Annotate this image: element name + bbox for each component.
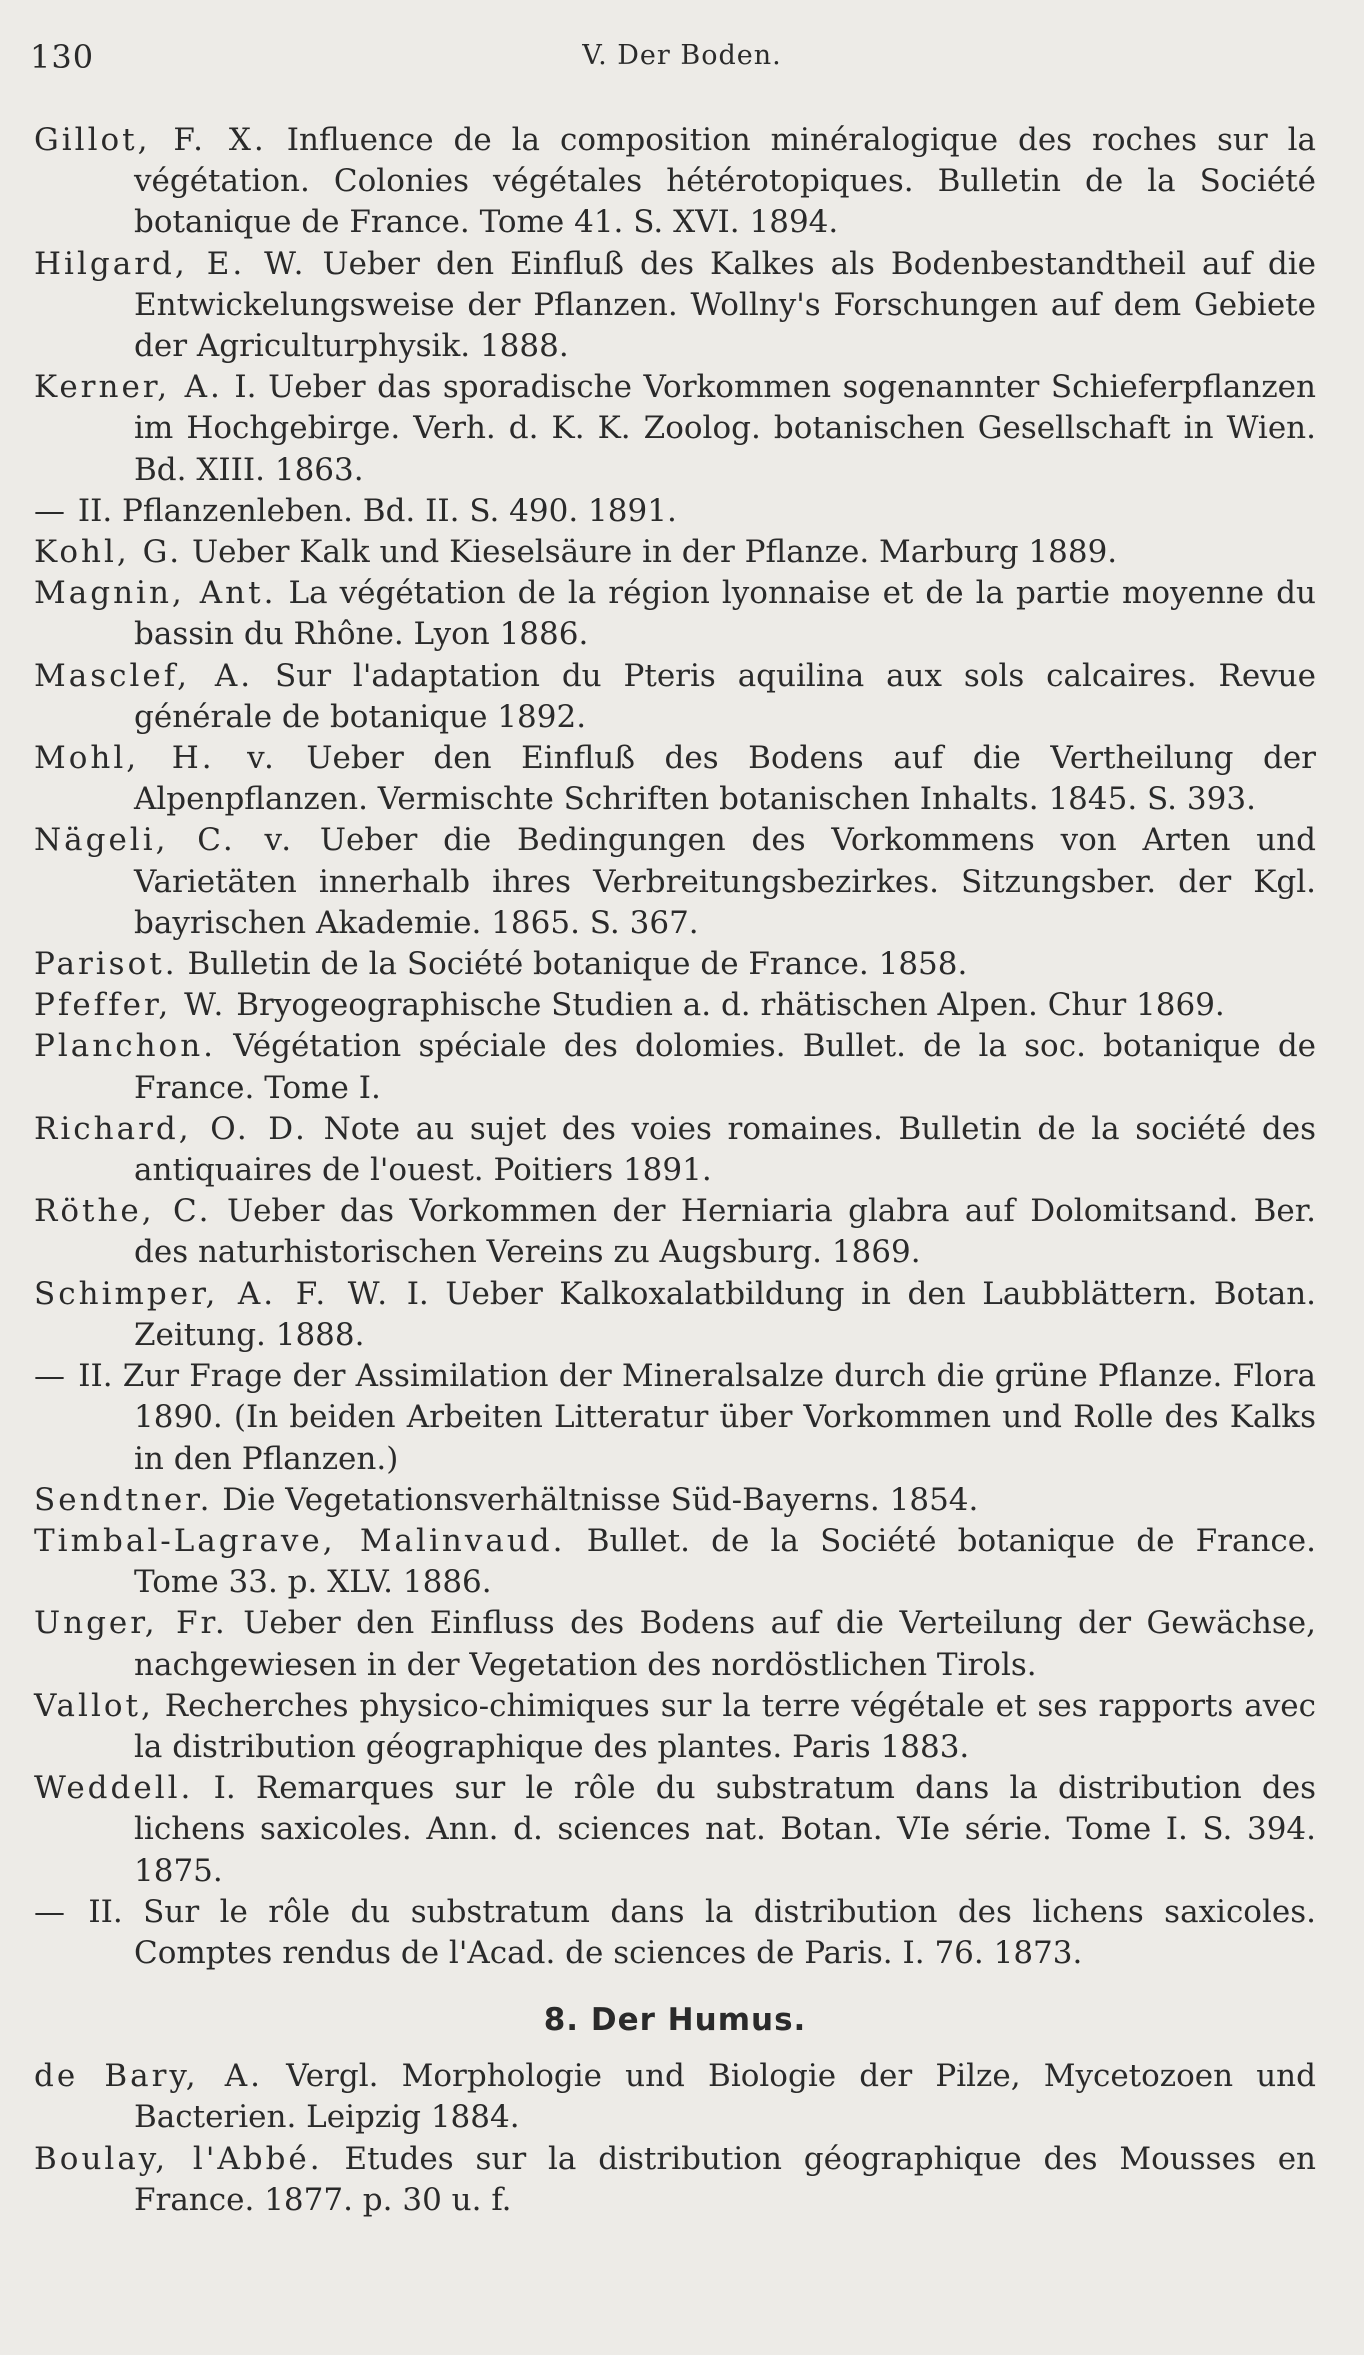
reference-entry xyxy=(34,1521,1316,1603)
reference-entry xyxy=(34,573,1316,655)
reference-author: Pfeffer, W. xyxy=(34,987,227,1024)
bibliography xyxy=(34,120,1316,2221)
running-head: V. Der Boden. xyxy=(582,40,782,71)
reference-author: Hilgard, E. W. xyxy=(34,245,307,282)
reference-text: II. Pflanzenleben. Bd. II. S. 490. 1891. xyxy=(77,492,677,529)
reference-entry xyxy=(34,820,1316,944)
reference-author: Parisot. xyxy=(34,946,178,983)
page-header xyxy=(30,38,1334,78)
reference-entry xyxy=(34,2056,1316,2138)
reference-author: de Bary, A. xyxy=(34,2058,264,2095)
reference-author: Schimper, A. F. W. xyxy=(34,1275,391,1312)
reference-text: I. Remarques sur le rôle du substratum dans la distribution des lichens saxicoles. Ann. d. sciences nat. Botan. VIe série. Tome I. S. 394. 1875. xyxy=(134,1770,1316,1889)
reference-entry xyxy=(34,1274,1316,1356)
reference-author: Planchon. xyxy=(34,1028,217,1065)
reference-author: Masclef, A. xyxy=(34,657,254,694)
reference-entry xyxy=(34,1892,1316,1974)
reference-text: I. Ueber das sporadische Vorkommen sogenannter Schieferpflanzen im Hochgebirge. Verh. d. K. K. Zoolog. botanischen Gesellschaft in Wien. Bd. XIII. 1863. xyxy=(134,369,1316,488)
reference-entry xyxy=(34,656,1316,738)
reference-text: Vergl. Morphologie und Biologie der Pilze, Mycetozoen und Bacterien. Leipzig 1884. xyxy=(134,2058,1316,2136)
reference-author: Sendtner. xyxy=(34,1481,213,1518)
reference-entry xyxy=(34,120,1316,244)
reference-entry xyxy=(34,2139,1316,2221)
reference-author: Unger, Fr. xyxy=(34,1605,228,1642)
reference-author: Weddell. xyxy=(34,1770,194,1807)
reference-author: Timbal-Lagrave, Malinvaud. xyxy=(34,1522,566,1559)
reference-text: Note au sujet des voies romaines. Bulletin de la société des antiquaires de l'ouest. Poitiers 1891. xyxy=(134,1110,1316,1189)
reference-entry xyxy=(34,491,1316,532)
page-number: 130 xyxy=(30,38,95,76)
reference-entry xyxy=(34,1768,1316,1892)
reference-entry xyxy=(34,1686,1316,1768)
reference-entry xyxy=(34,1026,1316,1108)
reference-text: II. Sur le rôle du substratum dans la distribution des lichens saxicoles. Comptes rendus de l'Acad. de sciences de Paris. I. 76. 1873. xyxy=(88,1893,1316,1971)
reference-text: Sur l'adaptation du Pteris aquilina aux sols calcaires. Revue générale de botanique 1892. xyxy=(134,657,1316,735)
reference-text: Recherches physico-chimiques sur la terre végétale et ses rapports avec la distribution géographique des plantes. Paris 1883. xyxy=(134,1687,1316,1765)
reference-text: Ueber den Einfluss des Bodens auf die Verteilung der Gewächse, nachgewiesen in der Vegetation des nordöstlichen Tirols. xyxy=(134,1605,1316,1683)
reference-entry xyxy=(34,1603,1316,1685)
reference-author: Gillot, F. X. xyxy=(34,122,267,158)
reference-text: Ueber das Vorkommen der Herniaria glabra auf Dolomitsand. Ber. des naturhistorischen Vereins zu Augsburg. 1869. xyxy=(134,1193,1316,1271)
reference-text: II. Zur Frage der Assimilation der Mineralsalze durch die grüne Pflanze. Flora 1890. (In beiden Arbeiten Litteratur über Vorkommen und Rolle des Kalks in den Pflanzen.) xyxy=(78,1358,1316,1477)
reference-author: Nägeli, C. v. xyxy=(34,822,295,859)
reference-entry xyxy=(34,244,1316,368)
reference-author: Röthe, C. xyxy=(34,1193,212,1230)
reference-author: Magnin, Ant. xyxy=(34,575,277,612)
reference-text: Ueber die Bedingungen des Vorkommens von Arten und Varietäten innerhalb ihres Verbreitungsbezirkes. Sitzungsber. der Kgl. bayrischen Akademie. 1865. S. 367. xyxy=(134,822,1316,941)
reference-text: La végétation de la région lyonnaise et de la partie moyenne du bassin du Rhône. Lyon 1886. xyxy=(134,575,1316,653)
reference-entry xyxy=(34,367,1316,491)
reference-entry xyxy=(34,532,1316,573)
section-title: 8. Der Humus. xyxy=(543,2002,807,2039)
reference-entry xyxy=(34,985,1316,1026)
reference-entry xyxy=(34,944,1316,985)
reference-entry xyxy=(34,1356,1316,1480)
reference-author: Boulay, l'Abbé. xyxy=(34,2140,323,2177)
reference-author: Mohl, H. v. xyxy=(34,740,277,777)
reference-text: Influence de la composition minéralogique des roches sur la végétation. Colonies végétales hétérotopiques. Bulletin de la Société botanique de France. Tome 41. S. XVI. 1894. xyxy=(134,122,1317,241)
reference-text: Etudes sur la distribution géographique des Mousses en France. 1877. p. 30 u. f. xyxy=(134,2140,1317,2218)
reference-author: Richard, O. D. xyxy=(34,1110,308,1147)
reference-text: Ueber den Einfluß des Kalkes als Bodenbestandtheil auf die Entwickelungsweise der Pflanzen. Wollny's Forschungen auf dem Gebiete der Agriculturphysik. 1888. xyxy=(134,245,1316,365)
reference-text: Bryogeographische Studien a. d. rhätischen Alpen. Chur 1869. xyxy=(236,987,1225,1024)
reference-author: — xyxy=(34,1893,68,1930)
reference-list-soil xyxy=(34,120,1316,1974)
reference-list-humus xyxy=(34,2056,1316,2221)
reference-entry xyxy=(34,738,1316,820)
reference-author: Kerner, A. xyxy=(34,369,223,406)
reference-author: Kohl, G. xyxy=(34,534,183,571)
reference-entry xyxy=(34,1191,1316,1273)
reference-text: Bullet. de la Société botanique de France. Tome 33. p. XLV. 1886. xyxy=(134,1522,1316,1601)
reference-author: Vallot, xyxy=(34,1687,154,1724)
reference-text: I. Ueber Kalkoxalatbildung in den Laubblättern. Botan. Zeitung. 1888. xyxy=(134,1275,1317,1353)
reference-text: Végétation spéciale des dolomies. Bullet. de la soc. botanique de France. Tome I. xyxy=(134,1028,1317,1106)
reference-entry xyxy=(34,1109,1316,1191)
reference-author: — xyxy=(34,492,68,529)
reference-entry xyxy=(34,1480,1316,1521)
reference-text: Ueber den Einfluß des Bodens auf die Vertheilung der Alpenpflanzen. Vermischte Schriften botanischen Inhalts. 1845. S. 393. xyxy=(134,740,1317,818)
reference-text: Ueber Kalk und Kieselsäure in der Pflanze. Marburg 1889. xyxy=(191,534,1118,571)
reference-text: Bulletin de la Société botanique de France. 1858. xyxy=(187,946,968,983)
reference-text: Die Vegetationsverhältnisse Süd-Bayerns. 1854. xyxy=(222,1481,979,1518)
reference-author: — xyxy=(34,1358,68,1395)
